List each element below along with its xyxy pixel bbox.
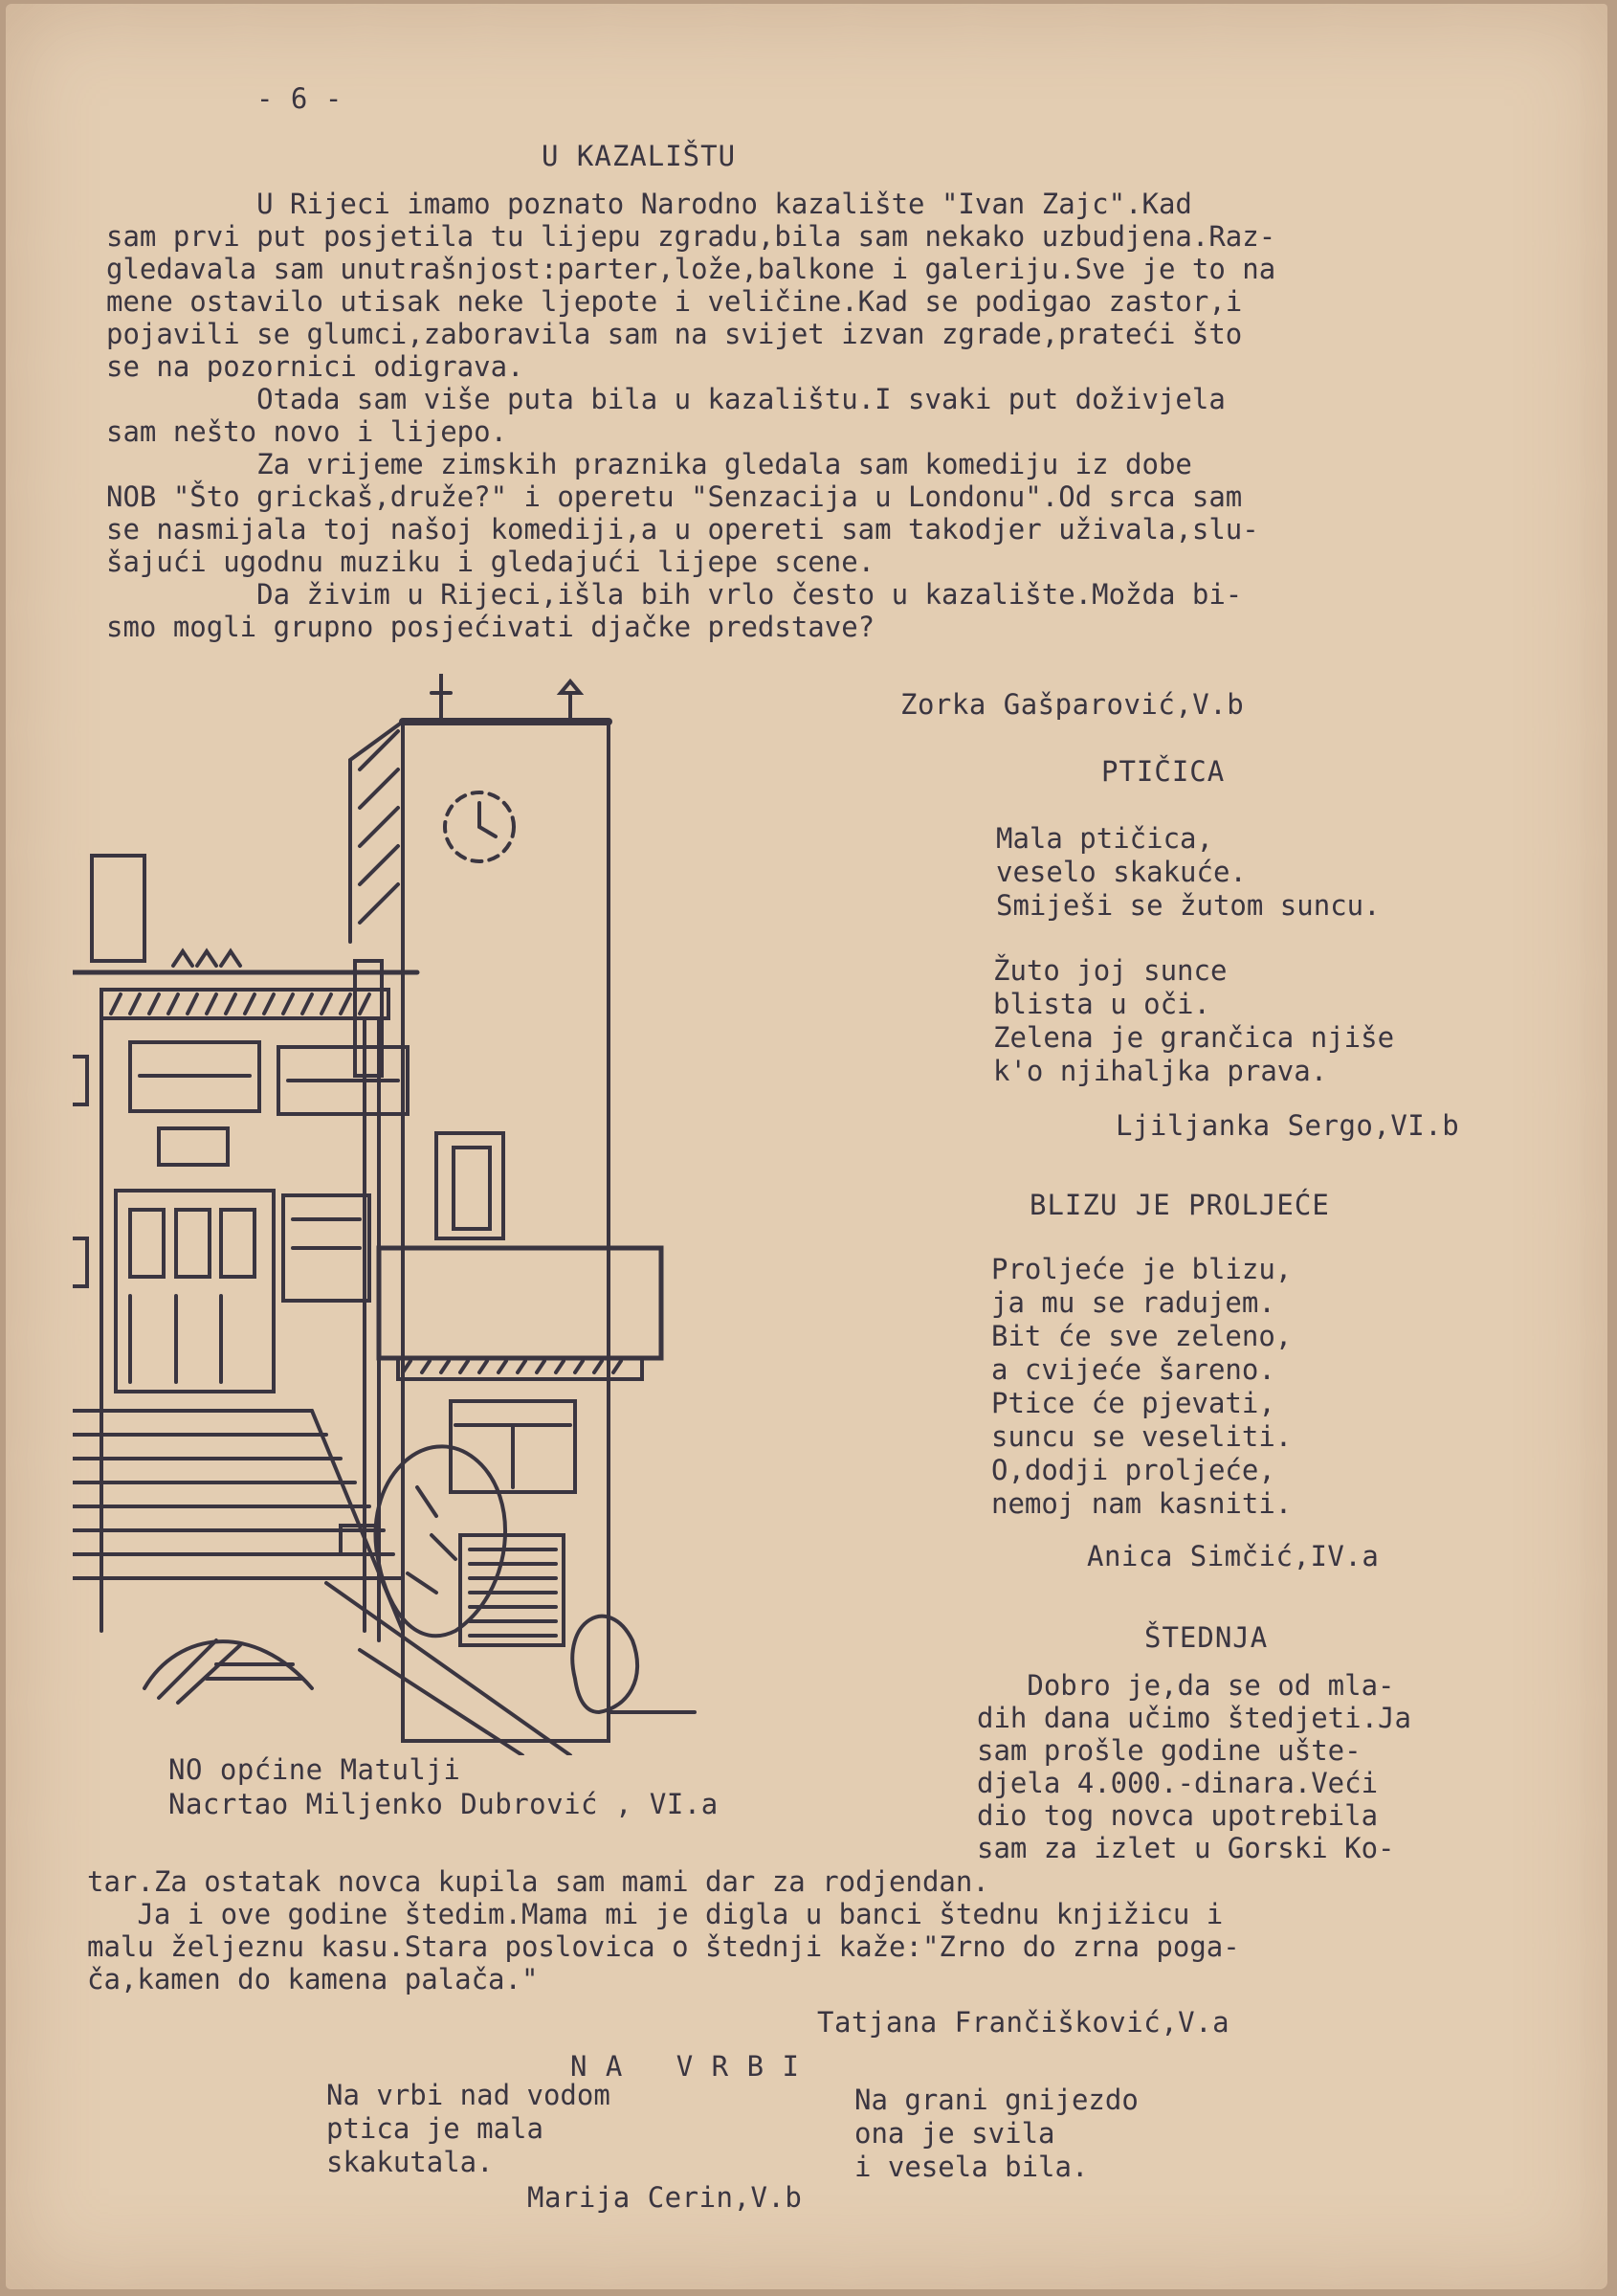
text-line: Da živim u Rijeci,išla bih vrlo često u kazalište.Možda bi- (106, 578, 1243, 611)
poem-title-na-vrbi: N A V R B I (570, 2050, 800, 2083)
text-line: malu željeznu kasu.Stara poslovica o štednji kaže:"Zrno do zrna poga- (87, 1930, 1240, 1963)
poem-line: a cvijeće šareno. (991, 1353, 1275, 1386)
poem-author-proljece: Anica Simčić,IV.a (1087, 1540, 1380, 1572)
poem-line: blista u oči. (993, 988, 1210, 1020)
poem-line: ja mu se radujem. (991, 1286, 1275, 1319)
poem-line: Na vrbi nad vodom (326, 2079, 610, 2111)
article-author-kazaliste: Zorka Gašparović,V.b (900, 688, 1245, 721)
drawing-caption-2: Nacrtao Miljenko Dubrović , VI.a (168, 1788, 719, 1820)
poem-proljece (991, 1253, 1292, 1521)
poem-line: ptica je mala (326, 2112, 543, 2145)
poem-title-pticica: PTIČICA (1101, 755, 1226, 788)
poem-line: Mala ptičica, (996, 822, 1213, 855)
poem-line: Zelena je grančica njiše (993, 1021, 1395, 1054)
text-line: Otada sam više puta bila u kazalištu.I svaki put doživjela (106, 383, 1226, 415)
newsletter-page (6, 4, 1607, 2289)
poem-na-vrbi-right (854, 2084, 1139, 2184)
poem-line: ona je svila (854, 2117, 1055, 2150)
text-line: tar.Za ostatak novca kupila sam mami dar za rodjendan. (87, 1865, 989, 1898)
poem-author-na-vrbi: Marija Cerin,V.b (527, 2181, 803, 2214)
poem-line: skakutala. (326, 2146, 494, 2178)
article-body-stednja (87, 1865, 1522, 1995)
text-line: sam za izlet u Gorski Ko- (977, 1832, 1395, 1864)
page-number: - 6 - (256, 82, 343, 115)
article-body-kazaliste (106, 188, 1541, 643)
poem-line: Proljeće je blizu, (991, 1253, 1293, 1285)
building-drawing (73, 674, 982, 1755)
poem-line: Bit će sve zeleno, (991, 1320, 1293, 1352)
poem-line: i vesela bila. (854, 2151, 1089, 2183)
poem-line: Ptice će pjevati, (991, 1387, 1275, 1419)
text-line: pojavili se glumci,zaboravila sam na svijet izvan zgrade,prateći što (106, 318, 1243, 350)
text-line: mene ostavilo utisak neke ljepote i veličine.Kad se podigao zastor,i (106, 285, 1243, 318)
poem-line: k'o njihaljka prava. (993, 1055, 1328, 1087)
text-line: dio tog novca upotrebila (977, 1799, 1379, 1832)
text-line: sam prošle godine ušte- (977, 1734, 1362, 1767)
article-title-stednja: ŠTEDNJA (1144, 1621, 1269, 1654)
poem-line: suncu se veseliti. (991, 1420, 1293, 1453)
article-author-stednja: Tatjana Frančišković,V.a (817, 2006, 1230, 2039)
poem-pticica-stanza-1 (996, 822, 1381, 923)
poem-pticica-stanza-2 (993, 954, 1394, 1088)
text-line: ča,kamen do kamena palača." (87, 1963, 539, 1995)
text-line: dih dana učimo štedjeti.Ja (977, 1702, 1411, 1734)
text-line: se nasmijala toj našoj komediji,a u opereti sam takodjer uživala,slu- (106, 513, 1259, 546)
text-line: U Rijeci imamo poznato Narodno kazalište "Ivan Zajc".Kad (106, 188, 1192, 220)
poem-na-vrbi-left (326, 2079, 610, 2179)
text-line: sam nešto novo i lijepo. (106, 415, 508, 448)
poem-line: Žuto joj sunce (993, 954, 1228, 987)
article-body-stednja-column (977, 1669, 1551, 1864)
poem-author-pticica: Ljiljanka Sergo,VI.b (1116, 1109, 1460, 1142)
poem-line: Na grani gnijezdo (854, 2084, 1139, 2116)
text-line: sam prvi put posjetila tu lijepu zgradu,bila sam nekako uzbudjena.Raz- (106, 220, 1276, 253)
poem-line: veselo skakuće. (996, 856, 1247, 888)
poem-line: Smiješi se žutom suncu. (996, 889, 1381, 922)
text-line: gledavala sam unutrašnjost:parter,lože,balkone i galeriju.Sve je to na (106, 253, 1276, 285)
text-line: Za vrijeme zimskih praznika gledala sam komediju iz dobe (106, 448, 1192, 480)
text-line: Dobro je,da se od mla- (977, 1669, 1395, 1702)
poem-line: O,dodji proljeće, (991, 1454, 1275, 1486)
poem-title-proljece: BLIZU JE PROLJEĆE (1030, 1189, 1330, 1221)
text-line: se na pozornici odigrava. (106, 350, 524, 383)
article-title-kazaliste: U KAZALIŠTU (542, 140, 737, 172)
poem-line: nemoj nam kasniti. (991, 1487, 1293, 1520)
text-line: djela 4.000.-dinara.Veći (977, 1767, 1379, 1799)
text-line: Ja i ove godine štedim.Mama mi je digla u banci štednu knjižicu i (87, 1898, 1224, 1930)
text-line: šajući ugodnu muziku i gledajući lijepe scene. (106, 546, 875, 578)
drawing-caption-1: NO općine Matulji (168, 1753, 461, 1786)
text-line: NOB "Što grickaš,druže?" i operetu "Senzacija u Londonu".Od srca sam (106, 480, 1243, 513)
text-line: smo mogli grupno posjećivati djačke predstave? (106, 611, 875, 643)
